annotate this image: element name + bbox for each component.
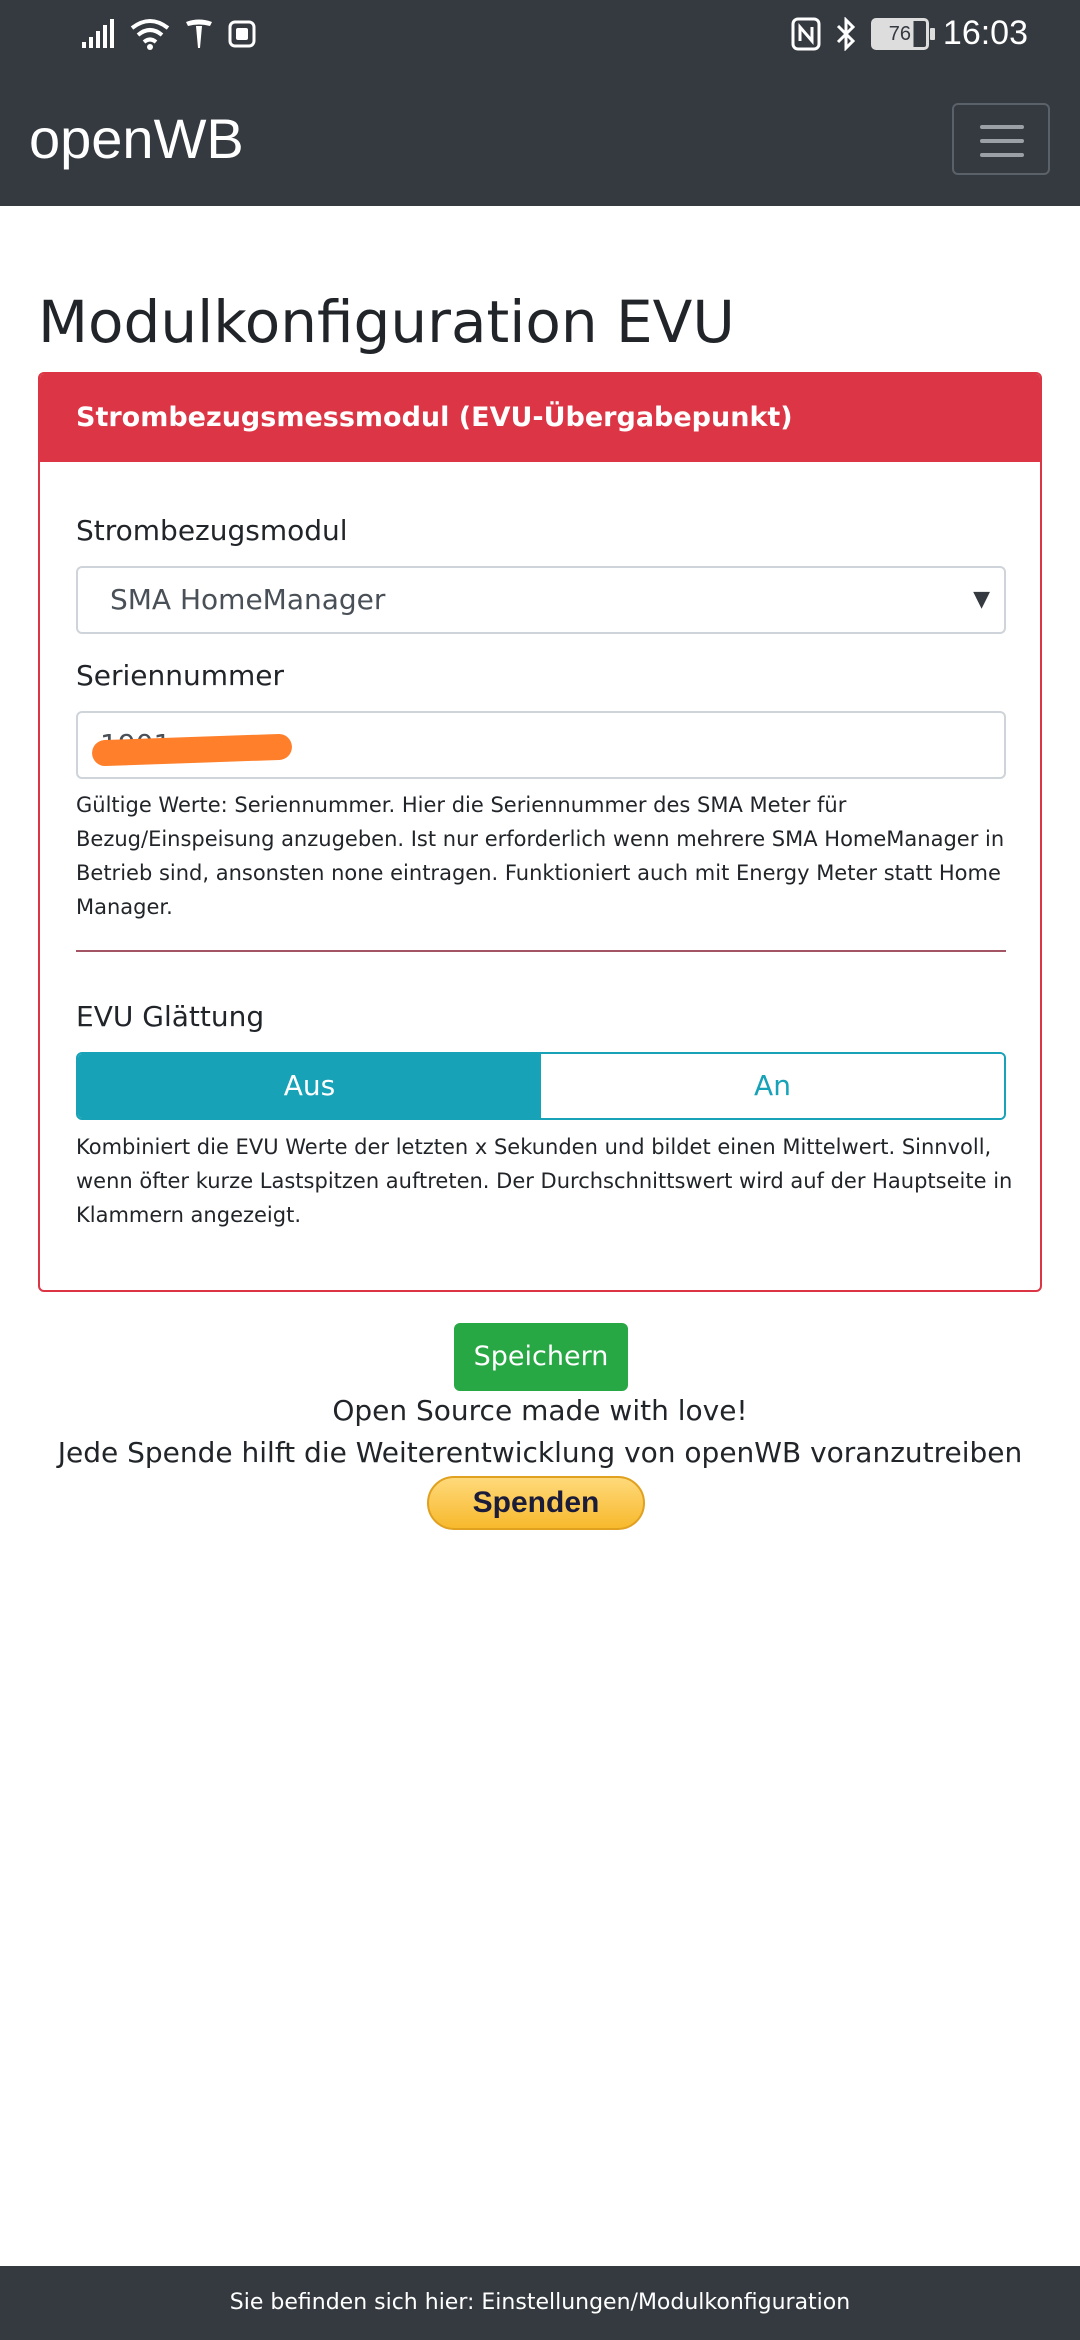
smoothing-off-button[interactable]: Aus — [78, 1054, 541, 1118]
brand-logo[interactable]: openWB — [29, 107, 244, 170]
module-select-value: SMA HomeManager — [110, 583, 386, 616]
wifi-icon — [130, 18, 170, 50]
status-bar — [0, 0, 1080, 78]
smoothing-toggle-group — [76, 1052, 1006, 1120]
bluetooth-icon — [835, 17, 857, 51]
app-icon — [228, 20, 256, 48]
battery-icon: 76 — [871, 18, 929, 50]
serial-help-text: Gültige Werte: Seriennummer. Hier die Seriennummer des SMA Meter für Bezug/Einspeisung anzugeben. Ist nur erforderlich wenn mehrere SMA HomeManager in Betrieb sind, ansonsten none eintragen. Funktioniert auch mit Energy Meter statt Home Manager. — [76, 793, 1005, 919]
smoothing-help-text: Kombiniert die EVU Werte der letzten x Sekunden und bildet einen Mittelwert. Sinnvoll, wenn öfter kurze Lastspitzen auftreten. Der Durchschnittswert wird auf der Hauptseite in Klammern angezeigt. — [76, 1135, 1013, 1227]
module-select[interactable] — [76, 566, 1006, 634]
donate-text: Jede Spende hilft die Weiterentwicklung von openWB voranzutreiben — [57, 1436, 1023, 1469]
menu-toggle-button[interactable] — [952, 103, 1050, 175]
save-button[interactable]: Speichern — [454, 1323, 628, 1391]
nfc-icon — [791, 17, 821, 51]
smoothing-label: EVU Glättung — [76, 1000, 265, 1033]
open-source-text: Open Source made with love! — [332, 1394, 748, 1427]
page-title: Modulkonfiguration EVU — [38, 288, 735, 356]
status-left-icons — [80, 18, 256, 50]
tesla-icon — [184, 18, 214, 50]
module-label: Strombezugsmodul — [76, 514, 348, 547]
card-header: Strombezugsmessmodul (EVU-Übergabepunkt) — [40, 374, 1040, 462]
navbar — [0, 78, 1080, 206]
smoothing-on-button[interactable]: An — [541, 1054, 1004, 1118]
status-time: 16:03 — [942, 14, 1028, 52]
divider — [76, 950, 1006, 952]
donate-button[interactable]: Spenden — [427, 1476, 645, 1530]
serial-label: Seriennummer — [76, 659, 285, 692]
dropdown-arrow-icon: ▼ — [973, 587, 990, 612]
breadcrumb: Sie befinden sich hier: Einstellungen/Modulkonfiguration — [0, 2266, 1080, 2340]
serial-input[interactable] — [76, 711, 1006, 779]
status-right-icons — [791, 14, 1028, 53]
evu-module-card — [38, 372, 1042, 1292]
redaction-mark — [92, 734, 293, 767]
signal-icon — [80, 18, 116, 50]
